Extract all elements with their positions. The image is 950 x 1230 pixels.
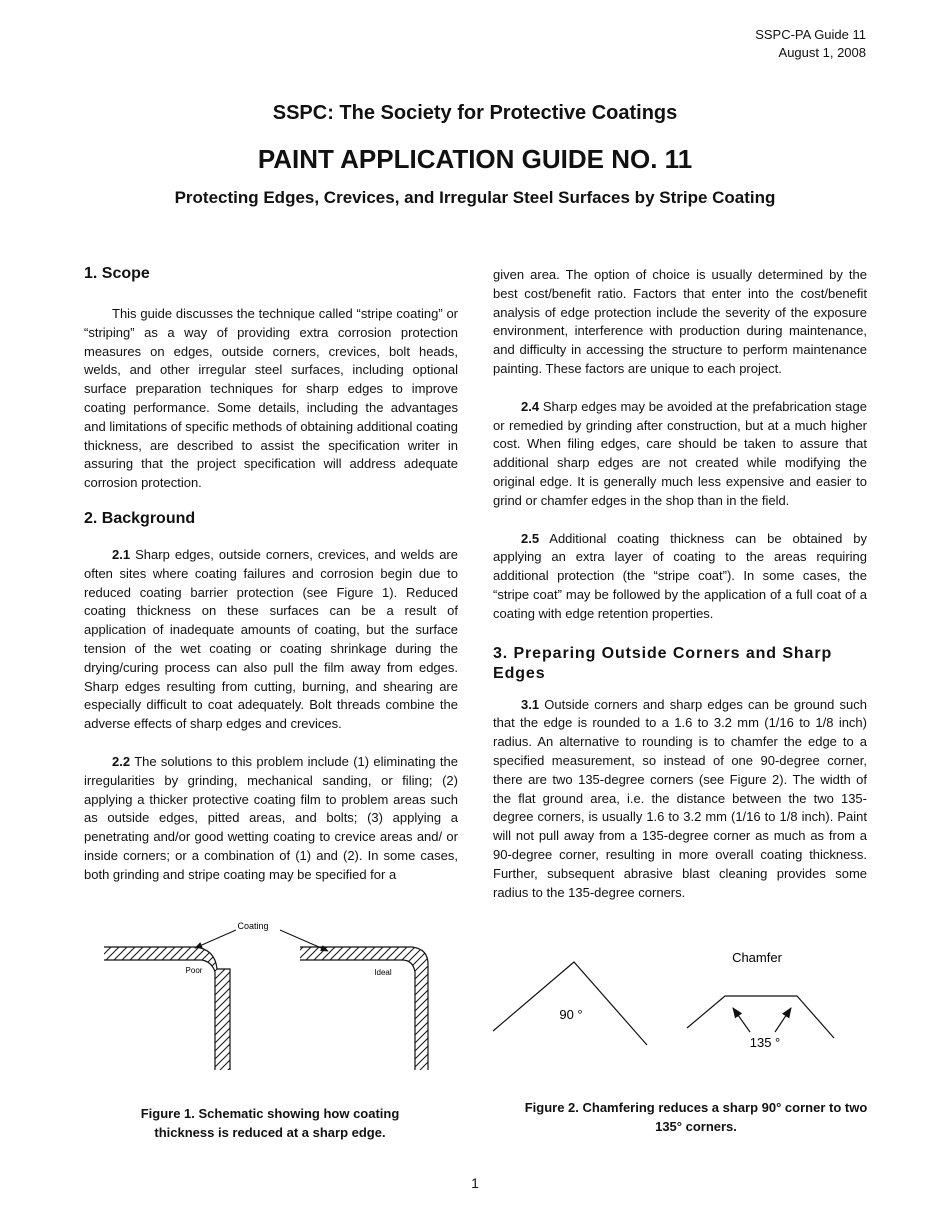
section-1-paragraph: This guide discusses the technique called “stripe coating” or “striping” as a way of providing extra corrosion protection measures on edges, outside corners, crevices, bolt heads, welds, and other irregular steel surfaces, including optional surface preparation techniques for sharp edges to improve coating performance. Some details, including the advantages and limitations of specific methods of obtaining additional coating thickness, are described to assist the specification writer in assuring that the project specification will address adequate corrosion protection. <box>84 306 458 491</box>
paragraph-2-4 <box>493 398 867 511</box>
paragraph-2-2-number: 2.2 <box>112 753 131 769</box>
paragraph-2-1-text: Sharp edges, outside corners, crevices, and welds are often sites where coating failures and corrosion begin due to reduced coating barrier protection (see Figure 1). Reduced coating thickness on these surfaces can be a result of application of inadequate amounts of coating, but the surface tension of the wet coating or coating shrinkage during the drying/curing process can also pull the film away from edges. Sharp edges resulting from cutting, burning, and shearing are especially difficult to coat adequately. Bolt threads combine the adverse effects of sharp edges and crevices. <box>84 546 458 732</box>
label-135-degree: 135 ° <box>749 1035 781 1050</box>
ideal-edge-shape <box>300 947 428 1070</box>
paragraph-2-5 <box>493 530 867 624</box>
sharp-90-corner-shape <box>493 962 647 1045</box>
left-column <box>84 264 458 885</box>
section-3-heading: 3. Preparing Outside Corners and Sharp Edges <box>493 644 833 682</box>
paragraph-3-1 <box>493 696 867 903</box>
paragraph-2-4-text: Sharp edges may be avoided at the prefabrication stage or remedied by grinding after construction, but at a much higher cost. When filing edges, care should be taken to assure that additional sharp edges are not created while modifying the original edge. It is generally much less expensive and easier to grind or chamfer edges in the shop than in the field. <box>493 398 867 508</box>
doc-id: SSPC-PA Guide 11 <box>755 27 866 42</box>
paragraph-2-1-number: 2.1 <box>112 546 131 562</box>
paragraph-2-5-number: 2.5 <box>521 530 540 546</box>
poor-edge-shape <box>104 947 230 1070</box>
section-1-heading: 1. Scope <box>84 265 150 282</box>
figure-1-diagram <box>90 912 450 1077</box>
document-header <box>755 26 866 62</box>
chamfered-corner-shape <box>687 996 834 1038</box>
paragraph-3-1-number: 3.1 <box>521 696 540 712</box>
coating-arrow-poor <box>195 930 236 948</box>
right-column <box>493 266 867 902</box>
paragraph-2-2-text: The solutions to this problem include (1) eliminating the irregularities by grinding, mechanical sanding, or filing; (2) applying a thicker protective coating film to problem areas such as outside edges, pitted areas, and bolts; (3) applying a penetrating and/or good wetting coating to crevice areas and/ or inside corners; or a combination of (1) and (2). In some cases, both grinding and stripe coating may be specified for a <box>84 753 458 882</box>
doc-date: August 1, 2008 <box>778 45 866 60</box>
paragraph-3-1-text: Outside corners and sharp edges can be ground such that the edge is rounded to a 1.6 to 3.2 mm (1/16 to 1/8 inch) radius. An alternative to rounding is to chamfer the edge to a specified measurement, so instead of one 90-degree corner, there are two 135-degree corners (see Figure 2). The width of the flat ground area, i.e. the distance between the two 135-degree corners, is usually 1.6 to 3.2 mm (1/16 to 1/8 inch). Paint will not pull away from a 135-degree corner as much as from a 90-degree corner, resulting in more overall coating thickness. Further, subsequent abrasive blast cleaning provides some radius to the 135-degree corners. <box>493 696 867 900</box>
page-subtitle: Protecting Edges, Crevices, and Irregular Steel Surfaces by Stripe Coating <box>174 188 776 207</box>
label-ideal: Ideal <box>374 968 392 977</box>
label-coating: Coating <box>237 921 269 931</box>
label-chamfer: Chamfer <box>732 950 782 965</box>
paragraph-2-2-continued: given area. The option of choice is usually determined by the best cost/benefit ratio. Factors that enter into the cost/benefit analysis of edge protection include the severity of the exposure environment, interference with production during maintenance, and difficulty in accessing the structure to perform maintenance painting. These factors are unique to each project. <box>493 267 867 376</box>
organization-title: SSPC: The Society for Protective Coatings <box>272 102 678 124</box>
section-2-heading: 2. Background <box>84 509 196 527</box>
arrow-135-right <box>775 1008 791 1032</box>
paragraph-2-5-text: Additional coating thickness can be obtained by applying an extra layer of coating to the areas requiring additional protection (the “stripe coat”). In some cases, the “stripe coat” may be followed by the application of a full coat of a coating with edge retention properties. <box>493 530 867 621</box>
paragraph-2-4-number: 2.4 <box>521 398 540 414</box>
label-90-degree: 90 ° <box>559 1007 583 1022</box>
label-poor: Poor <box>185 966 203 975</box>
figure-1-caption: Figure 1. Schematic showing how coating thickness is reduced at a sharp edge. <box>140 1106 400 1140</box>
figure-2-caption: Figure 2. Chamfering reduces a sharp 90° corner to two 135° corners. <box>524 1100 868 1134</box>
paragraph-2-1 <box>84 546 458 734</box>
page-number: 1 <box>471 1175 479 1191</box>
paragraph-2-2 <box>84 753 458 885</box>
arrow-135-left <box>733 1008 750 1032</box>
figure-2-diagram <box>485 940 850 1060</box>
page-title: PAINT APPLICATION GUIDE NO. 11 <box>257 144 693 174</box>
